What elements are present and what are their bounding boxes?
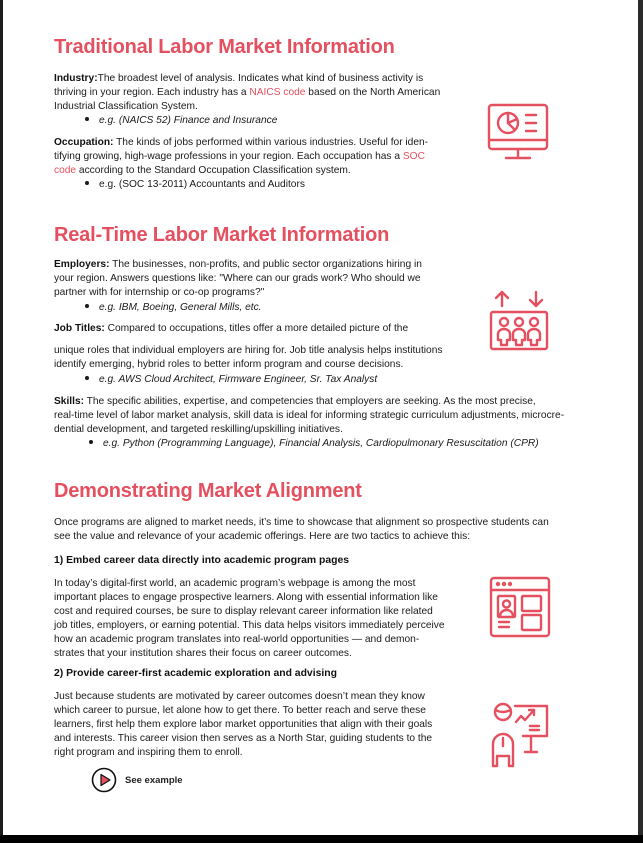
tactic-2-line: which career to pursue, let alone how to get there. To better reach and serve these — [54, 705, 426, 716]
play-icon — [91, 767, 117, 793]
occupation-label: Occupation: — [54, 137, 114, 148]
tactic-1-line: important places to engage prospective learners. Along with essential information like — [54, 592, 438, 603]
employers-paragraph — [54, 258, 464, 300]
employers-line-1: The businesses, non-profits, and public sector organizations hiring in — [109, 259, 422, 270]
soc-link-part1[interactable]: SOC — [402, 151, 425, 162]
skills-example — [89, 437, 539, 451]
skills-example-text: e.g. Python (Programming Language), Financial Analysis, Cardiopulmonary Resuscitation (CPR) — [103, 438, 539, 449]
skills-label: Skills: — [54, 396, 85, 407]
bullet-icon — [85, 181, 89, 185]
occupation-line-1: The kinds of jobs performed within various industries. Useful for iden- — [113, 137, 429, 148]
tactic-1-heading: 1) Embed career data directly into academic program pages — [54, 555, 350, 566]
job-titles-line-3: identify emerging, hybrid roles to better inform program and course decisions. — [54, 359, 404, 370]
skills-line-1: The specific abilities, expertise, and competencies that employers are seeking. As the most precise, — [84, 396, 536, 407]
industry-line-2: thriving in your region. Each industry has a — [54, 87, 247, 98]
tactic-1-line: job titles, employers, or earning potential. This data helps visitors immediately perceive — [54, 620, 445, 631]
employers-line-3: partner with for internship or co-op programs?" — [54, 287, 265, 298]
bullet-icon — [89, 440, 93, 444]
job-titles-line-1: Compared to occupations, titles offer a more detailed picture of the — [104, 323, 409, 334]
tactic-2-heading: 2) Provide career-first academic exploration and advising — [54, 668, 337, 679]
tactic-1-paragraph — [54, 577, 464, 661]
bullet-icon — [85, 304, 89, 308]
browser-profile-icon — [489, 576, 551, 638]
section-title-realtime: Real-Time Labor Market Information — [54, 224, 390, 246]
employers-line-2: your region. Answers questions like: "Where can our grads work? Who should we — [54, 273, 421, 284]
section-title-alignment: Demonstrating Market Alignment — [54, 480, 362, 502]
skills-line-2: real-time level of labor market analysis, skill data is ideal for informing strategic curriculum adjustments, microcre- — [54, 410, 565, 421]
occupation-paragraph — [54, 136, 464, 178]
tactic-1-line: In today’s digital-first world, an academic program’s webpage is among the most — [54, 578, 416, 589]
section-title-traditional: Traditional Labor Market Information — [54, 36, 395, 58]
alignment-intro-line-1: Once programs are aligned to market needs, it’s time to showcase that alignment so prospective students can — [54, 517, 549, 528]
occupation-example-text: e.g. (SOC 13-2011) Accountants and Auditors — [99, 179, 305, 190]
bullet-icon — [85, 117, 89, 121]
employers-example — [85, 301, 262, 315]
job-titles-label: Job Titles: — [54, 323, 105, 334]
tactic-1-line: how an academic program translates into real-world opportunities — and demon- — [54, 634, 420, 645]
occupation-line-3: according to the Standard Occupation Classification system. — [76, 165, 351, 176]
occupation-line-2: tifying growing, high-wage professions in your region. Each occupation has a — [54, 151, 403, 162]
tactic-2-line: learners, first help them explore labor market opportunities that align with their goals — [54, 719, 433, 730]
see-example-label: See example — [125, 774, 183, 786]
skills-line-3: dential development, and targeted reskilling/upskilling initiatives. — [54, 424, 343, 435]
tactic-2-line: Just because students are motivated by career outcomes doesn’t mean they know — [54, 691, 425, 702]
job-titles-example-text: e.g. AWS Cloud Architect, Firmware Engineer, Sr. Tax Analyst — [99, 374, 378, 385]
monitor-pie-chart-icon — [486, 102, 550, 162]
tactic-1-line: cost and required courses, be sure to display relevant career information like related — [54, 606, 433, 617]
see-example-button[interactable] — [91, 767, 183, 793]
soc-link-part2[interactable]: code — [54, 165, 77, 176]
presenter-chart-icon — [490, 702, 552, 768]
job-titles-example — [85, 373, 377, 387]
industry-line-3: Industrial Classification System. — [54, 101, 198, 112]
occupation-example — [85, 178, 305, 192]
job-titles-line-2: unique roles that individual employers are hiring for. Job title analysis helps institutions — [54, 345, 443, 356]
alignment-intro — [54, 516, 599, 544]
industry-line-2b: based on the North American — [308, 87, 441, 98]
employers-example-text: e.g. IBM, Boeing, General Mills, etc. — [99, 302, 262, 313]
document-page — [3, 0, 638, 835]
tactic-1-line: strates that your institution shares their focus on career outcomes. — [54, 648, 352, 659]
employers-label: Employers: — [54, 259, 110, 270]
industry-label: Industry: — [54, 73, 98, 84]
industry-paragraph — [54, 72, 464, 114]
frame-right-edge — [638, 0, 643, 843]
alignment-intro-line-2: see the value and relevance of your academic offerings. Here are two tactics to achieve this: — [54, 531, 471, 542]
industry-example — [85, 114, 277, 128]
frame-bottom-edge — [0, 835, 643, 843]
skills-paragraph — [54, 395, 594, 437]
industry-line-1: The broadest level of analysis. Indicates what kind of business activity is — [97, 73, 424, 84]
bullet-icon — [85, 376, 89, 380]
naics-code-link[interactable]: NAICS code — [249, 87, 306, 98]
tactic-2-line: and interests. This career vision then serves as a North Star, guiding students to the — [54, 733, 433, 744]
tactic-2-line: right program and inspiring them to enroll. — [54, 747, 243, 758]
elevator-people-icon — [488, 290, 550, 352]
tactic-2-paragraph — [54, 690, 469, 760]
job-titles-paragraph — [54, 322, 474, 372]
industry-example-text: e.g. (NAICS 52) Finance and Insurance — [99, 115, 278, 126]
